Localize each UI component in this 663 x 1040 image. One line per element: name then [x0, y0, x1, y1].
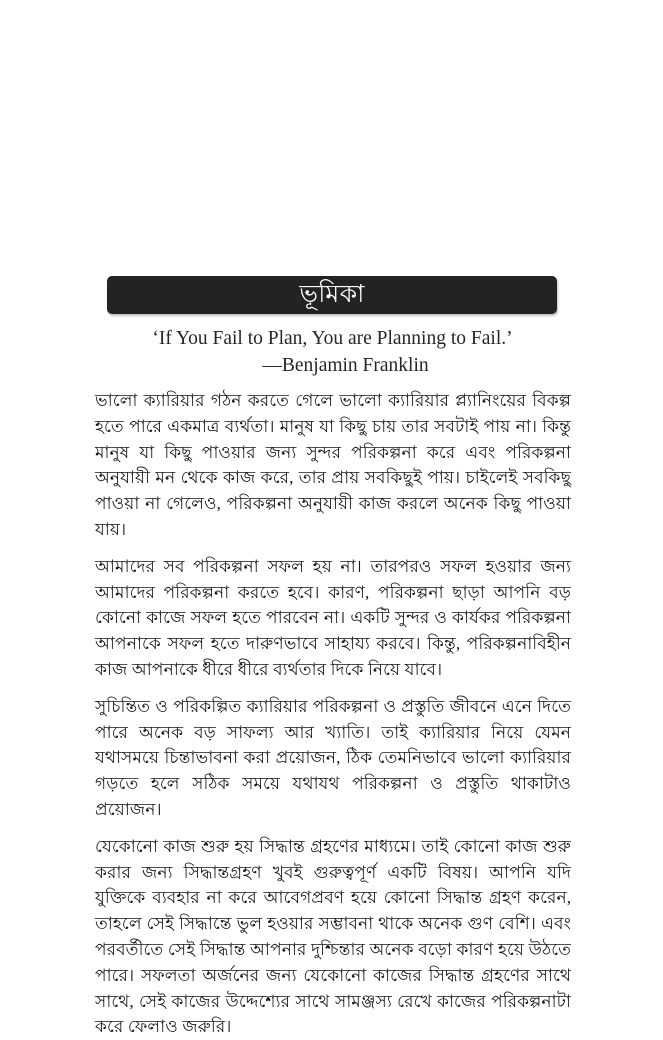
body-paragraph: যেকোনো কাজ শুরু হয় সিদ্ধান্ত গ্রহণের মাধ্যমে। তাই কোনো কাজ শুরু করার জন্য সিদ্ধান্তগ্রহণ খুবই গুরুত্বপূর্ণ একটি বিষয়। আপনি যদি যুক্তিকে ব্যবহার না করে আবেগপ্রবণ হয়ে কোনো সিদ্ধান্ত গ্রহণ করেন, তাহলে সেই সিদ্ধান্তে ভুল হওয়ার সম্ভাবনা থাকে অনেক গুণ বেশি। এবং পরবর্তীতে সেই সিদ্ধান্ত আপনার দুশ্চিন্তার অনেক বড়ো কারণ হয়ে উঠতে পারে। সফলতা অর্জনের জন্য যেকোনো কাজের সিদ্ধান্ত গ্রহণের সাথে সাথে, সেই কাজের উদ্দেশ্যের সাথে সামঞ্জস্য রেখে কাজের পরিকল্পনাটা করে ফেলাও জরুরি। — [95, 836, 571, 1037]
epigraph-attribution: —Benjamin Franklin — [262, 355, 429, 376]
epigraph-block — [95, 326, 570, 379]
body-paragraph: ভালো ক্যারিয়ার গঠন করতে গেলে ভালো ক্যারিয়ার প্ল্যানিংয়ের বিকল্প হতে পারে একমাত্র ব্যর্থতা। মানুষ যা কিছু চায় তার সবটাই পায় না। কিন্তু মানুষ যা কিছু পাওয়ার জন্য সুন্দর পরিকল্পনা করে এবং পরিকল্পনা অনুযায়ী মন থেকে কাজ করে, তার প্রায় সবকিছুই পায়। চাইলেই সবকিছু পাওয়া না গেলেও, পরিকল্পনা অনুযায়ী কাজ করলে অনেক কিছু পাওয়া যায়। — [95, 391, 571, 539]
chapter-title: ভূমিকা — [299, 280, 365, 308]
body-copy — [95, 388, 571, 1040]
chapter-heading-banner — [107, 276, 557, 314]
body-paragraph: আমাদের সব পরিকল্পনা সফল হয় না। তারপরও সফল হওয়ার জন্য আমাদের পরিকল্পনা করতে হবে। কারণ, পরিকল্পনা ছাড়া আপনি বড় কোনো কাজে সফল হতে পারবেন না। একটি সুন্দর ও কার্যকর পরিকল্পনা আপনাকে সফল হতে দারুণভাবে সাহায্য করবে। কিন্তু, পরিকল্পনাবিহীন কাজ আপনাকে ধীরে ধীরে ব্যর্থতার দিকে নিয়ে যাবে। — [95, 556, 571, 679]
epigraph-quote: ‘If You Fail to Plan, You are Planning to Fail.’ — [152, 328, 513, 349]
body-paragraph: সুচিন্তিত ও পরিকল্পিত ক্যারিয়ার পরিকল্পনা ও প্রস্তুতি জীবনে এনে দিতে পারে অনেক বড় সাফল্য আর খ্যাতি। তাই ক্যারিয়ার নিয়ে যেমন যথাসময়ে চিন্তাভাবনা করা প্রয়োজন, ঠিক তেমনিভাবে ভালো ক্যারিয়ার গড়তে হলে সঠিক সময়ে যথাযথ পরিকল্পনা ও প্রস্তুতি থাকাটাও প্রয়োজন। — [95, 696, 571, 819]
